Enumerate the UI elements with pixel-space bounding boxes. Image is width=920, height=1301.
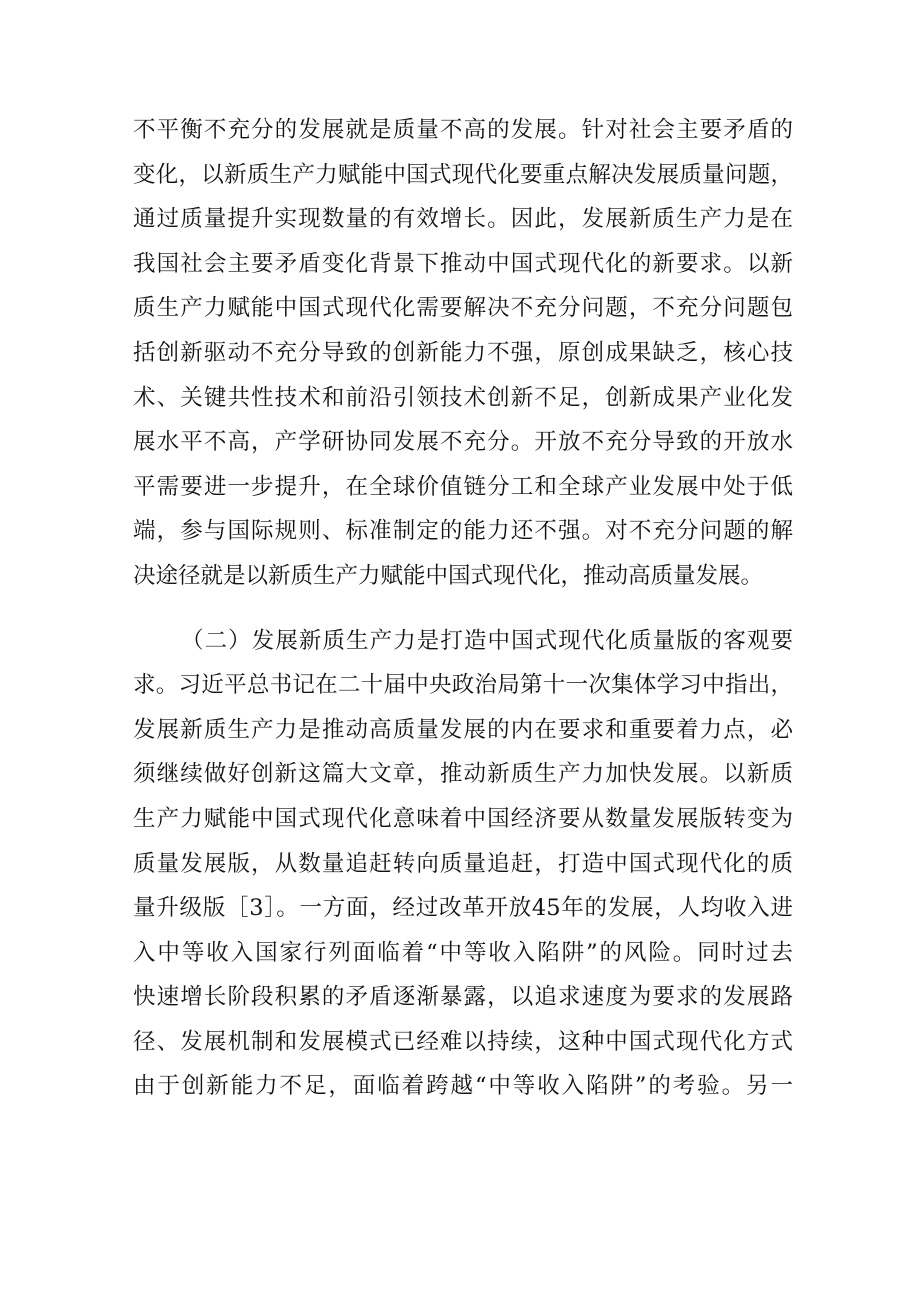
text-line: 端，参与国际规则、标准制定的能力还不强。对不充分问题的解 xyxy=(133,518,793,545)
text-line: 须继续做好创新这篇大文章，推动新质生产力加快发展。以新质 xyxy=(133,761,793,788)
text-line: 展水平不高，产学研协同发展不充分。开放不充分导致的开放水 xyxy=(133,429,793,456)
text-line: 由于创新能力不足，面临着跨越“中等收入陷阱”的考验。另一 xyxy=(133,1073,793,1100)
text-line: 发展新质生产力是推动高质量发展的内在要求和重要着力点，必 xyxy=(133,716,793,743)
text-line: 量升级版［3］。一方面，经过改革开放45年的发展，人均收入进 xyxy=(133,895,793,922)
text-line: 入中等收入国家行列面临着“中等收入陷阱”的风险。同时过去 xyxy=(133,939,793,966)
text-line: 括创新驱动不充分导致的创新能力不强，原创成果缺乏，核心技 xyxy=(133,339,793,366)
text-line: 不平衡不充分的发展就是质量不高的发展。针对社会主要矛盾的 xyxy=(133,117,793,143)
body-text xyxy=(133,108,793,1109)
text-line: 求。习近平总书记在二十届中央政治局第十一次集体学习中指出， xyxy=(133,672,793,699)
text-line: 快速增长阶段积累的矛盾逐渐暴露，以追求速度为要求的发展路 xyxy=(133,984,793,1011)
section-heading-line: （二）发展新质生产力是打造中国式现代化质量版的客观要 xyxy=(181,627,793,654)
text-line: 通过质量提升实现数量的有效增长。因此，发展新质生产力是在 xyxy=(133,206,793,233)
text-line: 质生产力赋能中国式现代化需要解决不充分问题，不充分问题包 xyxy=(133,295,793,322)
text-line: 决途径就是以新质生产力赋能中国式现代化，推动高质量发展。 xyxy=(133,562,764,589)
text-line: 变化，以新质生产力赋能中国式现代化要重点解决发展质量问题， xyxy=(133,161,793,188)
text-line: 质量发展版，从数量追赶转向质量追赶，打造中国式现代化的质 xyxy=(133,850,793,877)
text-line: 径、发展机制和发展模式已经难以持续，这种中国式现代化方式 xyxy=(133,1028,793,1055)
paragraph-gap xyxy=(133,599,793,619)
text-line: 平需要进一步提升，在全球价值链分工和全球产业发展中处于低 xyxy=(133,473,793,500)
text-line: 我国社会主要矛盾变化背景下推动中国式现代化的新要求。以新 xyxy=(133,250,793,277)
text-line: 术、关键共性技术和前沿引领技术创新不足，创新成果产业化发 xyxy=(133,384,793,411)
text-line: 生产力赋能中国式现代化意味着中国经济要从数量发展版转变为 xyxy=(133,805,793,832)
